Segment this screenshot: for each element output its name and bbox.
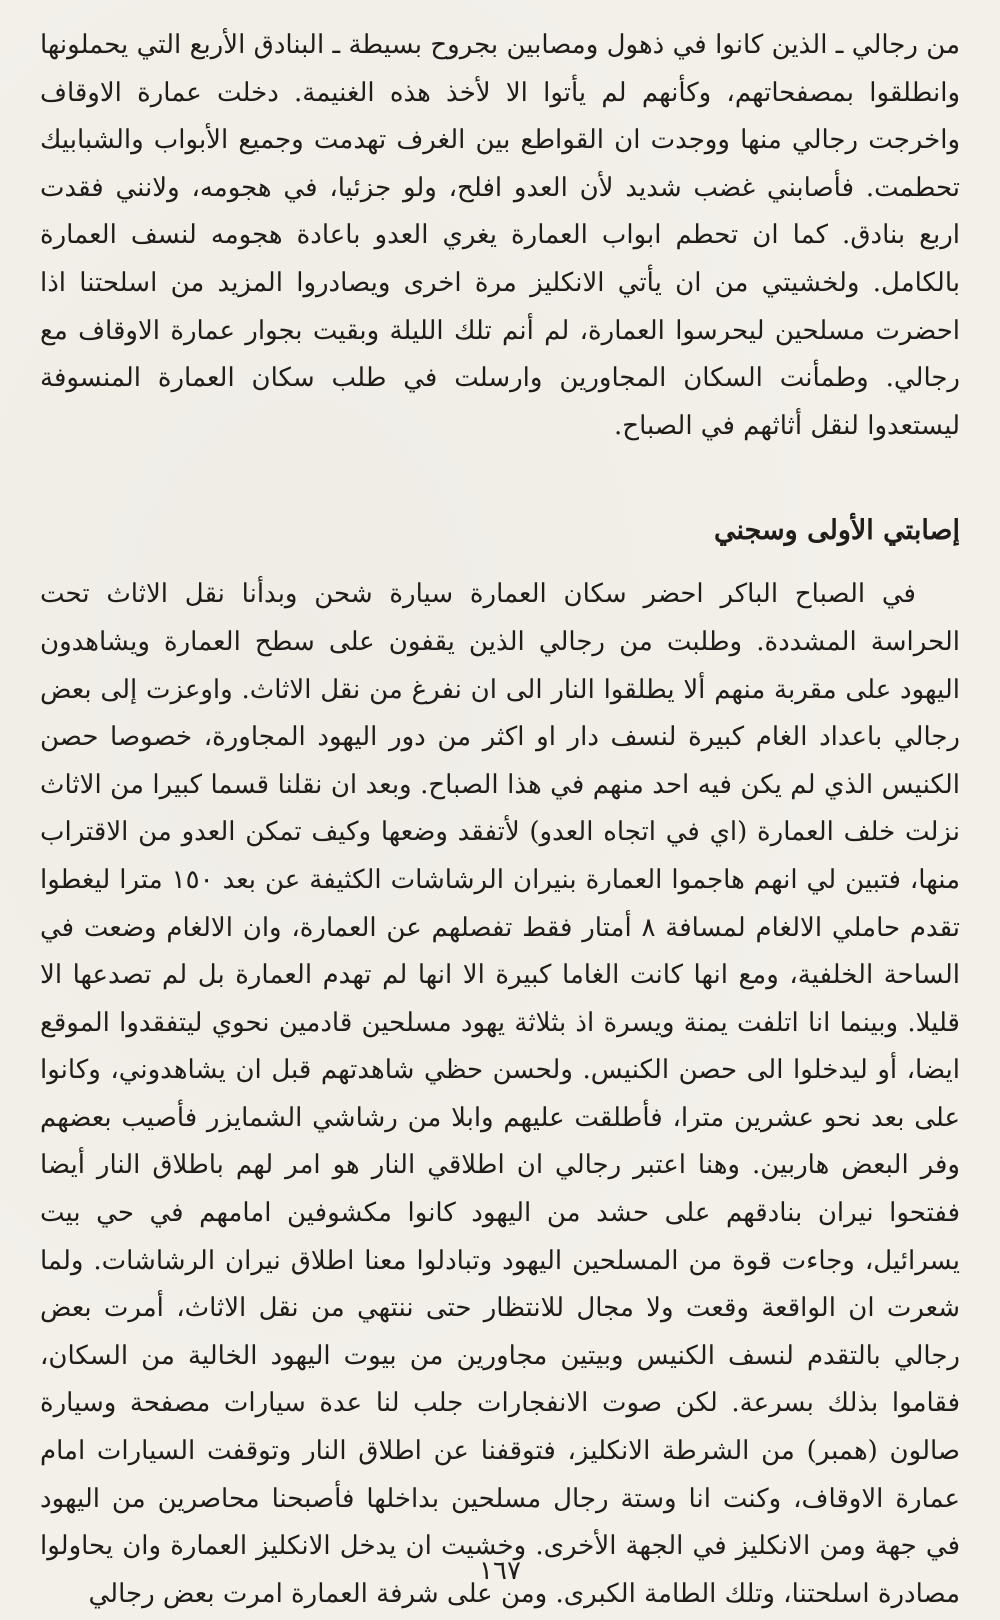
section-heading: إصابتي الأولى وسجني: [713, 515, 960, 547]
paragraph-continued: من رجالي ـ الذين كانوا في ذهول ومصابين بجروح بسيطة ـ البنادق الأربع التي يحملونها وانطلقوا بمصفحاتهم، وكأنهم لم يأتوا الا لأخذ هذه الغنيمة. دخلت عمارة الاوقاف واخرجت رجالي منها ووجدت ان القواطع بين الغرف تهدمت وجميع الأبواب والشبابيك تحطمت. فأصابني غضب شديد لأن العدو افلح، ولو جزئيا، في هجومه، ولانني فقدت اربع بنادق. كما ان تحطم ابواب العمارة يغري العدو باعادة هجومه لنسف العمارة بالكامل. ولخشيتي من ان يأتي الانكليز مرة اخرى ويصادروا المزيد من اسلحتنا اذا احضرت مسلحين ليحرسوا العمارة، لم أنم تلك الليلة وبقيت بجوار عمارة الاوقاف مع رجالي. وطمأنت السكان المجاورين وارسلت في طلب سكان العمارة المنسوفة ليستعدوا لنقل أثاثهم في الصباح.: [40, 30, 960, 441]
page-number: ١٦٧: [479, 1556, 521, 1586]
paragraph-main: في الصباح الباكر احضر سكان العمارة سيارة شحن وبدأنا نقل الاثاث تحت الحراسة المشددة. وطلبت من رجالي الذين يقفون على سطح العمارة ويشاهدون اليهود على مقربة منهم ألا يطلقوا النار الى ان نفرغ من نقل الاثاث. واوعزت إلى بعض رجالي باعداد الغام كبيرة لنسف دار او اكثر من دور اليهود المجاورة، خصوصا حصن الكنيس الذي لم يكن فيه احد منهم في هذا الصباح. وبعد ان نقلنا قسما كبيرا من الاثاث نزلت خلف العمارة (اي في اتجاه العدو) لأتفقد وضعها وكيف تمكن العدو من الاقتراب منها، فتبين لي انهم هاجموا العمارة بنيران الرشاشات الكثيفة عن بعد ١٥٠ مترا ليغطوا تقدم حاملي الالغام لمسافة ٨ أمتار فقط تفصلهم عن العمارة، وان الالغام وضعت في الساحة الخلفية، ومع انها كانت الغاما كبيرة الا انها لم تهدم العمارة بل لم تصدعها الا قليلا. وبينما انا اتلفت يمنة ويسرة اذ بثلاثة يهود مسلحين قادمين نحوي ليتفقدوا الموقع ايضا، أو ليدخلوا الى حصن الكنيس. ولحسن حظي شاهدتهم قبل ان يشاهدوني، وكانوا على بعد نحو عشرين مترا، فأطلقت عليهم وابلا من رشاشي الشمايزر فأصيب بعضهم وفر البعض هاربين. وهنا اعتبر رجالي ان اطلاقي النار هو امر لهم باطلاق النار أيضا ففتحوا نيران بنادقهم على حشد من اليهود كانوا مكشوفين امامهم في حي بيت يسرائيل، وجاءت قوة من المسلحين اليهود وتبادلوا معنا اطلاق نيران الرشاشات. ولما شعرت ان الواقعة وقعت ولا مجال للانتظار حتى ننتهي من نقل الاثاث، أمرت بعض رجالي بالتقدم لنسف الكنيس وبيتين مجاورين من بيوت اليهود الخالية من السكان، فقاموا بذلك بسرعة. لكن صوت الانفجارات جلب لنا عدة سيارات مصفحة وسيارة صالون (همبر) من الشرطة الانكليز، فتوقفنا عن اطلاق النار وتوقفت السيارات امام عمارة الاوقاف، وكنت انا وستة رجال مسلحين بداخلها فأصبحنا محاصرين من اليهود في جهة ومن الانكليز في الجهة الأخرى. وخشيت ان يدخل الانكليز العمارة وان يحاولوا مصادرة اسلحتنا، وتلك الطامة الكبرى. ومن على شرفة العمارة امرت بعض رجالي: [40, 579, 960, 1609]
